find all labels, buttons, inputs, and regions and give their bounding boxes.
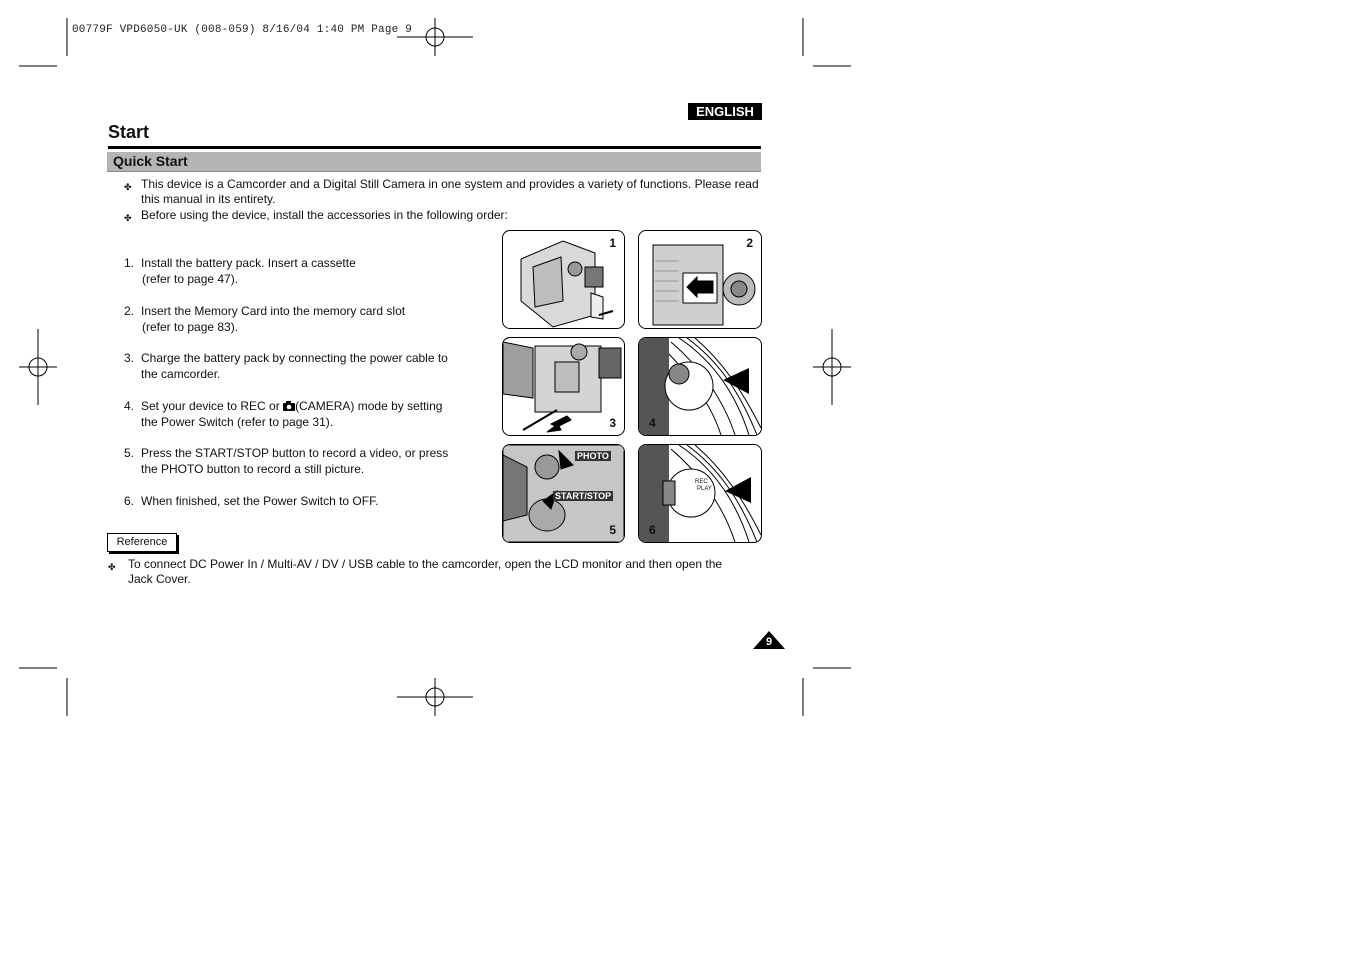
- language-badge: ENGLISH: [688, 103, 762, 120]
- step-text: (refer to page 47).: [142, 272, 239, 286]
- step-item: [124, 445, 454, 477]
- bullet-icon: ✤: [108, 562, 116, 572]
- step-item: [124, 303, 454, 335]
- figure-number: 6: [649, 523, 656, 537]
- step-number: 1.: [124, 256, 135, 270]
- figure-number: 1: [609, 236, 616, 250]
- step-item: [124, 255, 454, 287]
- step-text: the PHOTO button to record a still picture.: [141, 462, 365, 476]
- step-text-part: Set your device to REC or: [141, 399, 284, 413]
- figure-panel-4: [638, 337, 762, 436]
- figure-panel-5: [502, 444, 625, 543]
- photo-button-label: PHOTO: [577, 451, 609, 461]
- reference-note: [108, 557, 748, 587]
- figure-panel-3: [502, 337, 625, 436]
- figure-number: 5: [609, 523, 616, 537]
- step-item: [124, 350, 454, 382]
- step-text-part: (CAMERA) mode by setting: [295, 399, 443, 413]
- step-text: the camcorder.: [141, 367, 221, 381]
- step-text: Install the battery pack. Insert a cassette: [141, 256, 356, 270]
- dial-rec-label: REC: [695, 479, 708, 485]
- step-text: [141, 398, 454, 414]
- intro-item: [124, 208, 764, 223]
- camcorder-cassette-illustration: [503, 231, 624, 328]
- figure-panel-6: [638, 444, 762, 543]
- step-text: the Power Switch (refer to page 31).: [141, 415, 334, 429]
- step-item: [124, 493, 454, 509]
- bullet-icon: ✤: [124, 213, 132, 223]
- intro-text: This device is a Camcorder and a Digital Still Camera in one system and provides a variety of functions. Please read this manual in its entirety.: [141, 177, 759, 206]
- page-number: [752, 630, 786, 650]
- reference-label: Reference: [107, 533, 177, 552]
- figure-panel-2: [638, 230, 762, 329]
- page-title: Start: [108, 122, 150, 142]
- startstop-button-label: START/STOP: [555, 491, 612, 501]
- figure-panel-1: [502, 230, 625, 329]
- power-switch-illustration: [639, 338, 761, 435]
- camera-icon: [283, 401, 295, 411]
- step-text: Press the START/STOP button to record a video, or press: [141, 446, 449, 460]
- figure-number: 2: [746, 236, 753, 250]
- step-number: 6.: [124, 494, 135, 508]
- intro-item: [124, 177, 764, 207]
- step-number: 5.: [124, 446, 135, 460]
- print-slug: 00779F VPD6050-UK (008-059) 8/16/04 1:40 PM Page 9: [72, 24, 413, 36]
- step-text: Charge the battery pack by connecting the power cable to: [141, 351, 448, 365]
- dial-play-label: PLAY: [697, 486, 712, 492]
- step-number: 3.: [124, 351, 135, 365]
- section-title: Quick Start: [113, 153, 188, 169]
- intro-text: Before using the device, install the accessories in the following order:: [141, 208, 508, 222]
- figure-number: 4: [649, 416, 656, 430]
- page-number-text: 9: [765, 636, 773, 648]
- power-switch-off-illustration: [639, 445, 761, 542]
- bullet-icon: ✤: [124, 182, 132, 192]
- reference-text: To connect DC Power In / Multi-AV / DV / USB cable to the camcorder, open the LCD monitor and then open the Jack Cover.: [128, 557, 723, 586]
- title-rule: [108, 146, 761, 149]
- step-number: 4.: [124, 399, 135, 413]
- figure-number: 3: [609, 416, 616, 430]
- section-header: [107, 152, 761, 172]
- step-number: 2.: [124, 304, 135, 318]
- step-text: (refer to page 83).: [142, 320, 239, 334]
- memory-card-illustration: [639, 231, 761, 328]
- power-cable-illustration: [503, 338, 624, 435]
- step-text: When finished, set the Power Switch to OFF.: [141, 494, 379, 508]
- step-text: Insert the Memory Card into the memory card slot: [141, 304, 406, 318]
- step-item: [124, 398, 454, 430]
